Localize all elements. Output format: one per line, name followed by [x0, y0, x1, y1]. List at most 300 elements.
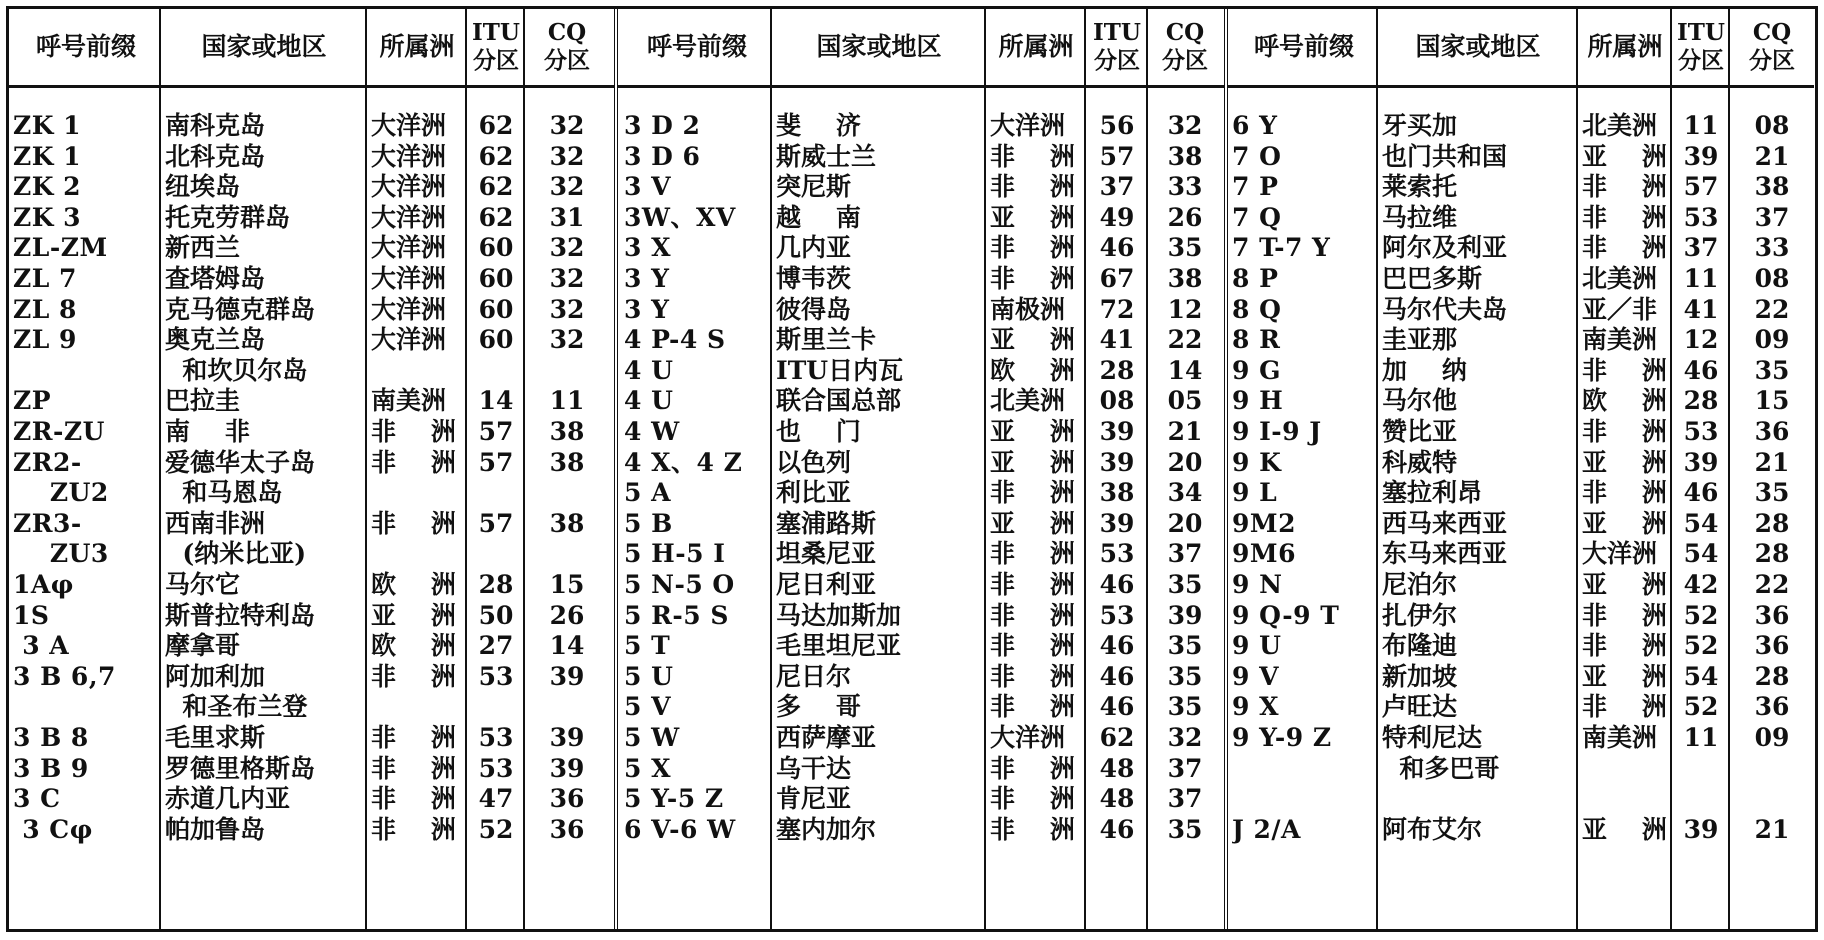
table-row — [618, 601, 1224, 631]
table-row — [9, 478, 614, 508]
table-row — [1228, 601, 1814, 631]
cq-zone-cell — [1732, 754, 1812, 784]
continent-cell: 南美洲 — [1582, 723, 1658, 752]
itu-zone-cell: 38 — [1099, 478, 1135, 508]
continent-cell: 非 洲 — [1582, 600, 1667, 630]
cq-zone-cell: 36 — [1754, 600, 1790, 630]
cq-zone-cell: 35 — [1754, 355, 1790, 385]
itu-zone-cell: 48 — [1099, 784, 1135, 814]
prefix-cell: 3 B 9 — [13, 753, 89, 783]
itu-zone-cell: 11 — [1683, 723, 1719, 752]
continent-cell: 非 洲 — [990, 539, 1075, 569]
cq-zone-cell: 37 — [1167, 784, 1203, 814]
header-prefix-text: 呼号前缀 — [35, 32, 136, 61]
country-cell: 卢旺达 — [1382, 692, 1458, 722]
continent-cell — [371, 692, 467, 722]
table-row — [618, 417, 1224, 447]
continent-cell: 大洋洲 — [371, 111, 447, 140]
itu-zone-cell: 46 — [1683, 355, 1719, 385]
itu-zone-cell: 39 — [1099, 508, 1135, 538]
header-continent-text: 所属洲 — [1587, 32, 1663, 61]
table-row — [618, 784, 1224, 814]
prefix-cell: ZK 3 — [13, 202, 82, 232]
table-row — [9, 509, 614, 539]
continent-cell: 大洋洲 — [371, 202, 447, 232]
continent-cell — [371, 539, 467, 569]
cq-zone-cell — [527, 356, 607, 386]
itu-zone-cell — [469, 539, 523, 569]
itu-zone-cell — [469, 692, 523, 722]
country-cell: 斯威士兰 — [776, 141, 877, 171]
cq-zone-cell: 32 — [549, 172, 585, 202]
country-cell: 坦桑尼亚 — [776, 539, 877, 569]
continent-cell: 非 洲 — [371, 447, 456, 477]
header-cq-zone-text: CQ — [547, 19, 587, 46]
continent-cell: 欧 洲 — [371, 631, 456, 661]
cq-zone-cell: 14 — [1167, 355, 1203, 385]
header-prefix — [624, 9, 770, 85]
itu-zone-cell: 37 — [1099, 172, 1135, 202]
table-row — [1228, 723, 1814, 753]
table-row — [1228, 386, 1814, 416]
country-cell: 查塔姆岛 — [165, 264, 266, 293]
country-cell: 马尔他 — [1382, 386, 1458, 416]
table-row — [618, 539, 1224, 569]
table-row — [1228, 172, 1814, 202]
prefix-cell: 7 Q — [1232, 202, 1282, 232]
cq-zone-cell: 21 — [1754, 814, 1790, 844]
prefix-cell: ZR3- — [13, 508, 82, 538]
prefix-cell: 4 P-4 S — [624, 325, 726, 355]
itu-zone-cell: 28 — [478, 570, 514, 599]
continent-cell: 非 洲 — [990, 784, 1075, 814]
header-itu-zone — [1674, 9, 1728, 85]
prefix-cell: 9 V — [1232, 661, 1279, 691]
cq-zone-cell: 28 — [1754, 661, 1790, 691]
header-cq-zone-text: 分区 — [1749, 47, 1795, 74]
table-body — [618, 88, 1224, 929]
country-cell: 斐 济 — [776, 111, 861, 140]
continent-cell — [371, 478, 467, 508]
prefix-cell: 4 X、4 Z — [624, 447, 743, 477]
continent-cell: 大洋洲 — [371, 233, 447, 263]
table-row — [1228, 754, 1814, 784]
continent-cell: 北美洲 — [990, 386, 1066, 416]
itu-zone-cell: 46 — [1099, 814, 1135, 844]
prefix-cell: 5 Y-5 Z — [624, 784, 724, 814]
cq-zone-cell: 39 — [549, 723, 585, 752]
cq-zone-cell: 35 — [1167, 661, 1203, 691]
prefix-cell: 3 A — [13, 631, 70, 661]
table-row — [618, 448, 1224, 478]
prefix-cell: 3 D 2 — [624, 111, 701, 140]
prefix-cell — [1232, 784, 1376, 814]
continent-cell: 亚 洲 — [1582, 447, 1667, 477]
header-continent — [1580, 9, 1670, 85]
itu-zone-cell: 53 — [478, 661, 514, 691]
itu-zone-cell: 53 — [1099, 600, 1135, 630]
cq-zone-cell: 38 — [1754, 172, 1790, 202]
continent-cell: 非 洲 — [371, 753, 456, 783]
country-cell: 也门共和国 — [1382, 141, 1508, 171]
country-cell: 阿加利加 — [165, 661, 266, 691]
country-cell: 巴巴多斯 — [1382, 264, 1483, 293]
cq-zone-cell: 32 — [549, 325, 585, 355]
continent-cell: 亚 洲 — [1582, 661, 1667, 691]
cq-zone-cell: 12 — [1167, 294, 1203, 324]
table-row — [1228, 142, 1814, 172]
prefix-cell: 3 D 6 — [624, 141, 701, 171]
table-row — [1228, 692, 1814, 722]
continent-cell: 非 洲 — [1582, 202, 1667, 232]
prefix-cell: ZL-ZM — [13, 233, 108, 263]
cq-zone-cell: 22 — [1754, 294, 1790, 324]
cq-zone-cell: 32 — [1167, 723, 1203, 752]
header-cq-zone — [1732, 9, 1812, 85]
prefix-cell: ZK 2 — [13, 172, 82, 202]
prefix-cell: 3 V — [624, 172, 671, 202]
table-row — [618, 233, 1224, 263]
prefix-cell: 9 G — [1232, 355, 1281, 385]
prefix-cell: J 2/A — [1232, 814, 1301, 844]
table-row — [9, 325, 614, 355]
table-row — [618, 478, 1224, 508]
itu-zone-cell: 48 — [1099, 753, 1135, 783]
country-cell: 马达加斯加 — [776, 600, 902, 630]
header-cq-zone — [1150, 9, 1220, 85]
table-row — [618, 754, 1224, 784]
itu-zone-cell: 46 — [1099, 692, 1135, 722]
prefix-cell: 9 I-9 J — [1232, 417, 1322, 446]
continent-cell: 南极洲 — [990, 294, 1066, 324]
itu-zone-cell: 12 — [1683, 325, 1719, 355]
cq-zone-cell: 38 — [549, 447, 585, 477]
table-row — [1228, 478, 1814, 508]
cq-zone-cell — [527, 692, 607, 722]
table-body — [9, 88, 614, 929]
itu-zone-cell: 60 — [478, 325, 514, 355]
itu-zone-cell: 62 — [478, 111, 514, 140]
table-row — [618, 264, 1224, 294]
table-header — [9, 9, 614, 88]
cq-zone-cell: 37 — [1167, 539, 1203, 569]
country-cell: 科威特 — [1382, 447, 1458, 477]
itu-zone-cell: 50 — [478, 600, 514, 630]
table-row — [1228, 233, 1814, 263]
header-country-text: 国家或地区 — [201, 32, 327, 61]
continent-cell: 欧 洲 — [1582, 386, 1667, 416]
cq-zone-cell: 36 — [1754, 417, 1790, 446]
continent-cell: 亚 洲 — [990, 447, 1075, 477]
itu-zone-cell: 46 — [1099, 233, 1135, 263]
continent-cell: 大洋洲 — [371, 141, 447, 171]
prefix-cell: 9 N — [1232, 570, 1283, 599]
itu-zone-cell — [469, 478, 523, 508]
country-cell: 克马德克群岛 — [165, 294, 316, 324]
continent-cell: 亚 洲 — [990, 508, 1075, 538]
continent-cell: 亚 洲 — [1582, 570, 1667, 599]
continent-cell: 非 洲 — [990, 172, 1075, 202]
country-cell: 托克劳群岛 — [165, 202, 291, 232]
table-row — [1228, 203, 1814, 233]
prefix-cell: 6 V-6 W — [624, 814, 736, 844]
itu-zone-cell: 39 — [1683, 814, 1719, 844]
itu-zone-cell: 52 — [478, 814, 514, 844]
prefix-cell: 9 H — [1232, 386, 1284, 416]
cq-zone-cell: 15 — [549, 570, 585, 599]
prefix-cell: 4 U — [624, 386, 674, 416]
prefix-cell: ZR-ZU — [13, 417, 105, 446]
table-row — [9, 203, 614, 233]
itu-zone-cell: 53 — [1099, 539, 1135, 569]
itu-zone-cell: 46 — [1099, 631, 1135, 661]
prefix-cell: 3 Y — [624, 264, 670, 293]
prefix-cell: ZR2- — [13, 447, 82, 477]
country-cell: 和坎贝尔岛 — [165, 355, 308, 385]
country-cell: 毛里坦尼亚 — [776, 631, 902, 661]
continent-cell: 非 洲 — [990, 264, 1075, 293]
continent-cell: 非 洲 — [1582, 631, 1667, 661]
cq-zone-cell: 39 — [1167, 600, 1203, 630]
table-header — [618, 9, 1224, 88]
table-row — [618, 723, 1224, 753]
country-cell: 乌干达 — [776, 753, 852, 783]
prefix-cell: 9M2 — [1232, 508, 1296, 538]
table-row — [1228, 417, 1814, 447]
table-row — [1228, 815, 1814, 845]
country-cell: 西南非洲 — [165, 508, 266, 538]
prefix-cell: 6 Y — [1232, 111, 1278, 140]
continent-cell: 亚 洲 — [990, 325, 1075, 355]
prefix-cell: 9 Q-9 T — [1232, 600, 1340, 630]
prefix-cell: 8 Q — [1232, 294, 1282, 324]
prefix-cell: 5 N-5 O — [624, 570, 735, 599]
prefix-cell: 9 K — [1232, 447, 1282, 477]
prefix-cell: 9 X — [1232, 692, 1279, 722]
continent-cell: 非 洲 — [990, 600, 1075, 630]
country-cell: 突尼斯 — [776, 172, 852, 202]
cq-zone-cell: 39 — [549, 753, 585, 783]
table-header — [1228, 9, 1814, 88]
cq-zone-cell: 35 — [1754, 478, 1790, 508]
table-row — [618, 662, 1224, 692]
continent-cell: 非 洲 — [371, 508, 456, 538]
continent-cell: 大洋洲 — [371, 264, 447, 293]
table-row — [9, 448, 614, 478]
header-cq-zone-text: CQ — [1165, 19, 1205, 46]
continent-cell: 非 洲 — [990, 141, 1075, 171]
table-row — [1228, 264, 1814, 294]
cq-zone-cell: 22 — [1754, 570, 1790, 599]
country-cell: 莱索托 — [1382, 172, 1458, 202]
itu-zone-cell: 49 — [1099, 202, 1135, 232]
table-body — [1228, 88, 1814, 929]
table-row — [1228, 448, 1814, 478]
cq-zone-cell: 38 — [549, 417, 585, 446]
header-continent-text: 所属洲 — [379, 32, 455, 61]
header-itu-zone — [469, 9, 523, 85]
prefix-cell: 9 U — [1232, 631, 1282, 661]
continent-cell: 非 洲 — [1582, 172, 1667, 202]
country-cell: 阿尔及利亚 — [1382, 233, 1508, 263]
header-country — [163, 9, 365, 85]
itu-zone-cell: 39 — [1099, 417, 1135, 446]
table-row — [1228, 570, 1814, 600]
prefix-cell: 5 B — [624, 508, 673, 538]
prefix-cell: 5 H-5 I — [624, 539, 726, 569]
itu-zone-cell: 60 — [478, 233, 514, 263]
continent-cell: 非 洲 — [990, 631, 1075, 661]
table-row — [9, 295, 614, 325]
table-row — [9, 570, 614, 600]
table-row — [618, 325, 1224, 355]
country-cell — [1382, 784, 1578, 814]
table-row — [618, 570, 1224, 600]
cq-zone-cell: 38 — [1167, 141, 1203, 171]
itu-zone-cell: 53 — [478, 753, 514, 783]
header-country-text: 国家或地区 — [1415, 32, 1541, 61]
country-cell: 马尔它 — [165, 570, 241, 599]
itu-zone-cell: 39 — [1683, 447, 1719, 477]
continent-cell: 非 洲 — [1582, 417, 1667, 446]
continent-cell — [1582, 754, 1672, 784]
itu-zone-cell: 67 — [1099, 264, 1135, 293]
itu-zone-cell: 62 — [478, 172, 514, 202]
cq-zone-cell: 21 — [1167, 417, 1203, 446]
country-cell: 以色列 — [776, 447, 852, 477]
continent-cell: 非 洲 — [371, 723, 456, 752]
header-itu-zone-text: ITU — [472, 19, 520, 46]
prefix-cell: 5 T — [624, 631, 671, 661]
prefix-cell: ZU3 — [13, 539, 109, 569]
prefix-cell: 8 P — [1232, 264, 1279, 293]
prefix-cell: ZL 9 — [13, 325, 77, 355]
continent-cell: 北美洲 — [1582, 264, 1658, 293]
country-cell: 圭亚那 — [1382, 325, 1458, 355]
cq-zone-cell — [527, 478, 607, 508]
country-cell: 几内亚 — [776, 233, 852, 263]
header-cq-zone-text: CQ — [1752, 19, 1792, 46]
country-cell: 马尔代夫岛 — [1382, 294, 1508, 324]
prefix-cell: 5 U — [624, 661, 674, 691]
prefix-cell: 9 L — [1232, 478, 1278, 508]
country-cell: 阿布艾尔 — [1382, 814, 1483, 844]
itu-zone-cell: 42 — [1683, 570, 1719, 599]
prefix-cell: ZL 7 — [13, 264, 77, 293]
country-cell: 毛里求斯 — [165, 723, 266, 752]
cq-zone-cell: 34 — [1167, 478, 1203, 508]
continent-cell: 非 洲 — [1582, 692, 1667, 722]
header-continent-text: 所属洲 — [998, 32, 1074, 61]
table-panel-1 — [9, 9, 614, 929]
table-panel-2 — [614, 9, 1224, 929]
table-row — [9, 662, 614, 692]
country-cell: 和圣布兰登 — [165, 692, 308, 722]
table-row — [618, 509, 1224, 539]
continent-cell: 非 洲 — [990, 692, 1075, 722]
prefix-cell: ZP — [13, 386, 52, 416]
itu-zone-cell: 41 — [1683, 294, 1719, 324]
itu-zone-cell: 57 — [478, 508, 514, 538]
prefix-cell: 8 R — [1232, 325, 1281, 355]
country-cell: 斯里兰卡 — [776, 325, 877, 355]
cq-zone-cell: 32 — [549, 264, 585, 293]
country-cell: 尼泊尔 — [1382, 570, 1458, 599]
itu-zone-cell: 52 — [1683, 631, 1719, 661]
continent-cell: 大洋洲 — [371, 294, 447, 324]
cq-zone-cell: 08 — [1754, 111, 1790, 140]
cq-zone-cell: 08 — [1754, 264, 1790, 293]
prefix-cell: 7 P — [1232, 172, 1279, 202]
prefix-cell: 5 W — [624, 723, 680, 752]
itu-zone-cell — [1674, 784, 1728, 814]
cq-zone-cell: 39 — [549, 661, 585, 691]
table-row — [9, 692, 614, 722]
table-row — [9, 264, 614, 294]
table-row — [9, 417, 614, 447]
itu-zone-cell: 52 — [1683, 692, 1719, 722]
cq-zone-cell: 14 — [549, 631, 585, 661]
header-prefix — [13, 9, 159, 85]
continent-cell: 大洋洲 — [371, 172, 447, 202]
country-cell: ITU日内瓦 — [776, 355, 904, 385]
continent-cell: 非 洲 — [990, 814, 1075, 844]
header-prefix-text: 呼号前缀 — [1253, 32, 1354, 61]
cq-zone-cell: 28 — [1754, 508, 1790, 538]
header-continent — [369, 9, 465, 85]
table-row — [9, 754, 614, 784]
itu-zone-cell: 53 — [1683, 417, 1719, 446]
header-country — [1380, 9, 1576, 85]
itu-zone-cell: 57 — [478, 417, 514, 446]
cq-zone-cell: 35 — [1167, 233, 1203, 263]
itu-zone-cell: 39 — [1099, 447, 1135, 477]
table-row — [618, 295, 1224, 325]
table-panel-3 — [1224, 9, 1814, 929]
cq-zone-cell: 11 — [549, 386, 585, 416]
cq-zone-cell: 26 — [549, 600, 585, 630]
country-cell: 多 哥 — [776, 692, 861, 722]
country-cell: 加 纳 — [1382, 355, 1467, 385]
prefix-cell: 1S — [13, 600, 50, 630]
country-cell: 扎伊尔 — [1382, 600, 1458, 630]
table-row — [9, 723, 614, 753]
itu-zone-cell: 57 — [1683, 172, 1719, 202]
prefix-cell: 9M6 — [1232, 539, 1296, 569]
cq-zone-cell: 32 — [549, 141, 585, 171]
header-cq-zone — [527, 9, 607, 85]
header-cq-zone-text: 分区 — [544, 47, 590, 74]
itu-zone-cell — [1674, 754, 1728, 784]
continent-cell: 大洋洲 — [1582, 539, 1658, 569]
country-cell: 东马来西亚 — [1382, 539, 1508, 569]
cq-zone-cell: 05 — [1167, 386, 1203, 416]
country-cell: 新加坡 — [1382, 661, 1458, 691]
cq-zone-cell: 09 — [1754, 723, 1790, 752]
cq-zone-cell: 35 — [1167, 814, 1203, 844]
country-cell: 帕加鲁岛 — [165, 814, 266, 844]
cq-zone-cell: 38 — [1167, 264, 1203, 293]
country-cell: 布隆迪 — [1382, 631, 1458, 661]
prefix-cell: 3 Y — [624, 294, 670, 324]
cq-zone-cell: 22 — [1167, 325, 1203, 355]
prefix-cell: 3 B 8 — [13, 723, 89, 752]
cq-zone-cell: 33 — [1754, 233, 1790, 263]
continent-cell: 欧 洲 — [371, 570, 456, 599]
prefix-cell: 5 A — [624, 478, 671, 508]
continent-cell: 非 洲 — [371, 784, 456, 814]
cq-zone-cell: 36 — [1754, 631, 1790, 661]
